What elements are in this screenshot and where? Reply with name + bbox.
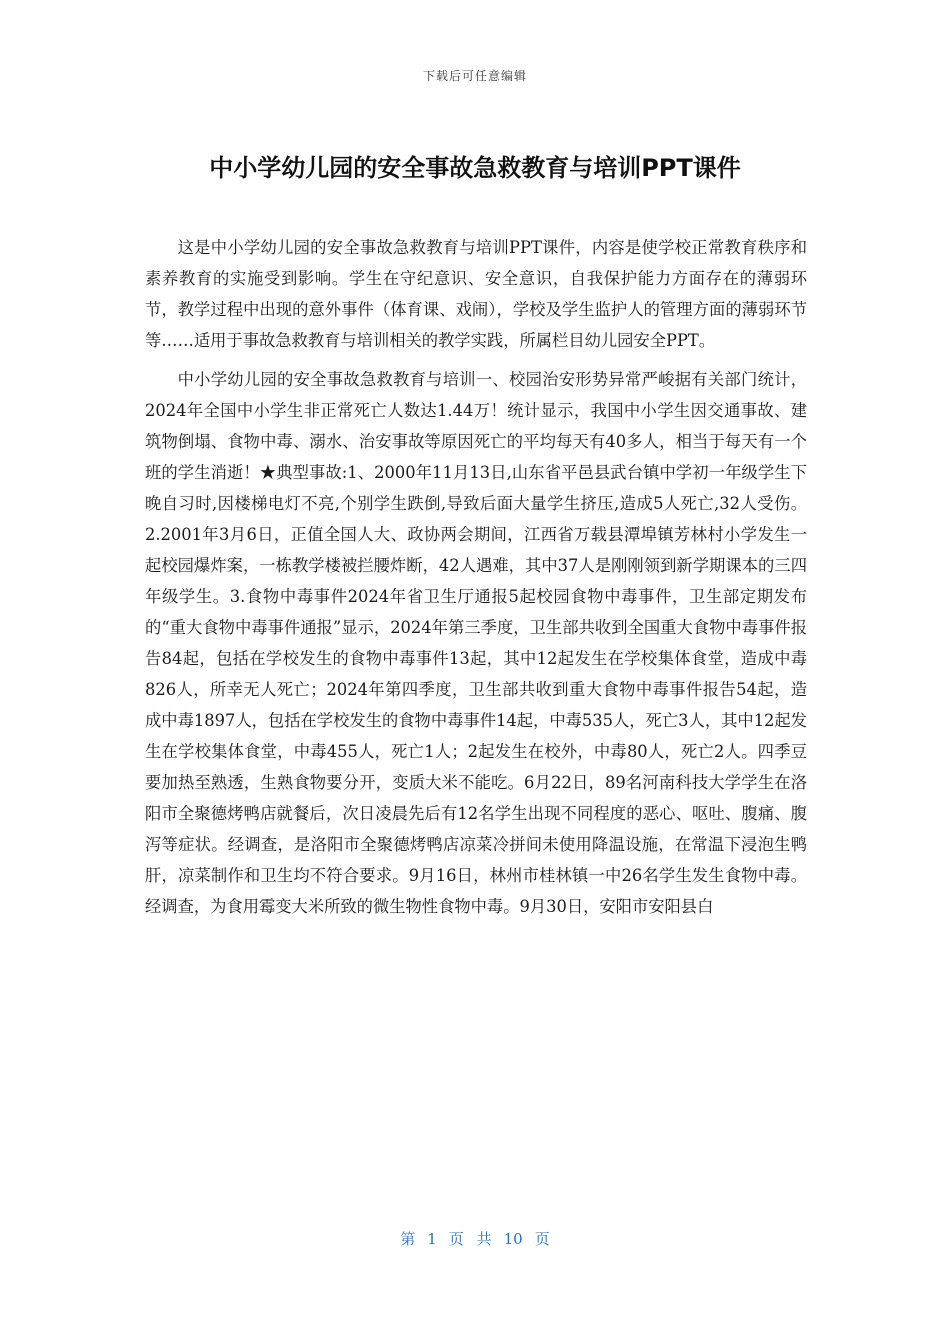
header-note: 下载后可任意编辑: [422, 69, 527, 83]
footer-label-pages: 页: [534, 1230, 550, 1248]
footer-total-pages: 10: [503, 1230, 523, 1248]
document-body: [145, 232, 807, 930]
footer-label-of: 页 共: [448, 1230, 492, 1248]
page-footer: [0, 1228, 950, 1249]
paragraph-main: 中小学幼儿园的安全事故急救教育与培训一、校园治安形势异常严峻据有关部门统计，2024年全国中小学生非正常死亡人数达1.44万！统计显示，我国中小学生因交通事故、建筑物倒塌、食物中毒、溺水、治安事故等原因死亡的平均每天有40多人，相当于每天有一个班的学生消逝！★典型事故:1、2000年11月13日,山东省平邑县武台镇中学初一年级学生下晚自习时,因楼梯电灯不亮,个别学生跌倒,导致后面大量学生挤压,造成5人死亡,32人受伤。2.2001年3月6日，正值全国人大、政协两会期间，江西省万载县潭埠镇芳林村小学发生一起校园爆炸案，一栋教学楼被拦腰炸断，42人遇难，其中37人是刚刚领到新学期课本的三四年级学生。3.食物中毒事件2024年省卫生厅通报5起校园食物中毒事件，卫生部定期发布的“重大食物中毒事件通报”显示，2024年第三季度，卫生部共收到全国重大食物中毒事件报告84起，包括在学校发生的食物中毒事件13起，其中12起发生在学校集体食堂，造成中毒826人，所幸无人死亡；2024年第四季度，卫生部共收到重大食物中毒事件报告54起，造成中毒1897人，包括在学校发生的食物中毒事件14起，中毒535人，死亡3人，其中12起发生在学校集体食堂，中毒455人，死亡1人；2起发生在校外，中毒80人，死亡2人。四季豆要加热至熟透，生熟食物要分开，变质大米不能吃。6月22日，89名河南科技大学学生在洛阳市全聚德烤鸭店就餐后，次日凌晨先后有12名学生出现不同程度的恶心、呕吐、腹痛、腹泻等症状。经调查，是洛阳市全聚德烤鸭店凉菜冷拼间未使用降温设施，在常温下浸泡生鸭肝，凉菜制作和卫生均不符合要求。9月16日，林州市桂林镇一中26名学生发生食物中毒。经调查，为食用霉变大米所致的微生物性食物中毒。9月30日，安阳市安阳县白: [145, 370, 807, 916]
document-title: 中小学幼儿园的安全事故急救教育与培训PPT课件: [209, 154, 741, 182]
paragraph-intro: 这是中小学幼儿园的安全事故急救教育与培训PPT课件，内容是使学校正常教育秩序和素养教育的实施受到影响。学生在守纪意识、安全意识，自我保护能力方面存在的薄弱环节，教学过程中出现的意外事件（体育课、戏闹），学校及学生监护人的管理方面的薄弱环节等……适用于事故急救教育与培训相关的教学实践，所属栏目幼儿园安全PPT。: [145, 238, 807, 350]
footer-label-page: 第: [400, 1230, 416, 1248]
footer-current-page: 1: [427, 1230, 437, 1248]
